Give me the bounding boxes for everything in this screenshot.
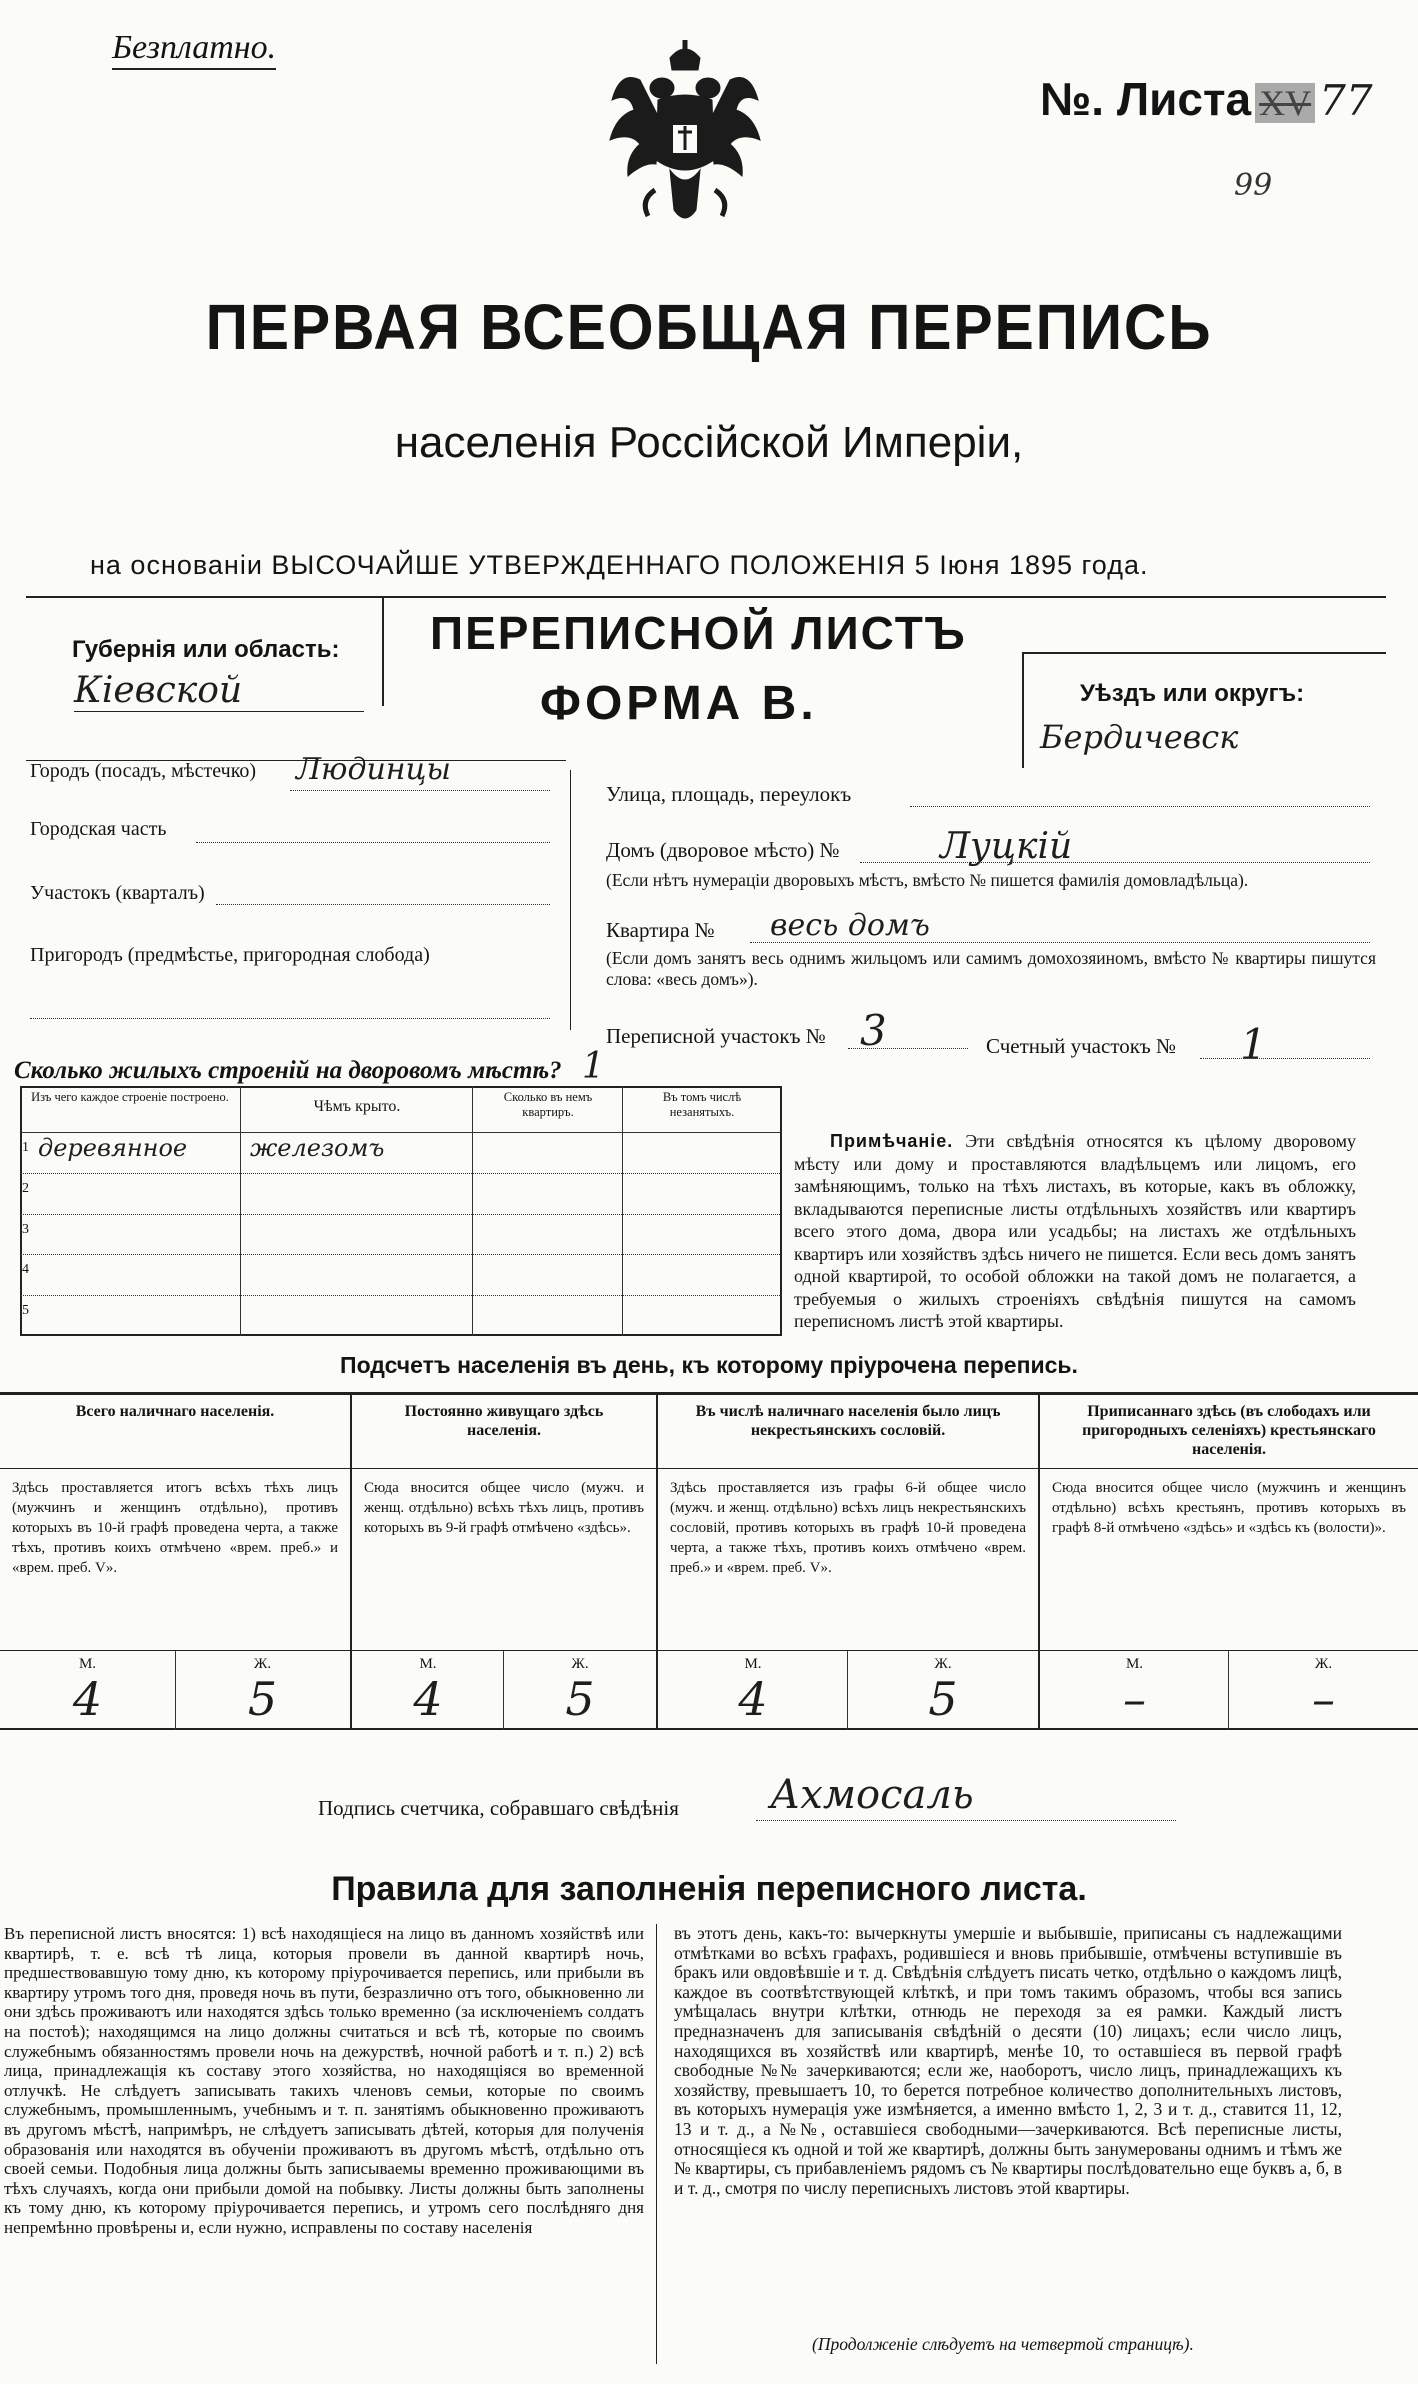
house-value: Луцкій	[940, 826, 1073, 867]
male-count: 4	[72, 1672, 103, 1726]
counting-district-value: 1	[1240, 1020, 1267, 1069]
counting-district-label: Счетный участокъ №	[986, 1034, 1177, 1058]
buildings-table	[20, 1086, 782, 1336]
coat-of-arms-icon	[600, 40, 770, 230]
building-material: деревянное	[38, 1134, 188, 1162]
census-basis: на основаніи ВЫСОЧАЙШЕ УТВЕРЖДЕННАГО ПОЛОЖЕНІЯ 5 Іюня 1895 года.	[90, 550, 1149, 580]
census-subtitle: населенія Россійской Имперіи,	[394, 418, 1024, 467]
city-label: Городъ (посадъ, мѣстечко)	[30, 760, 257, 782]
female-count: 5	[565, 1672, 595, 1726]
sheet-number	[1040, 72, 1418, 132]
female-label: Ж.	[1314, 1656, 1333, 1672]
col-material-header: Изъ чего каждое строеніе построено.	[31, 1090, 229, 1104]
suburb-label: Пригородъ (предмѣстье, пригородная слобода)	[30, 944, 430, 966]
free-label: Безплатно.	[112, 28, 276, 70]
population-col-desc: Здѣсь проставляется изъ графы 6-й общее число (мужч. и женщ. отдѣльно) всѣхъ лицъ некрестьянскихъ сословій, противъ которыхъ въ графѣ 10-й проведена черта, а также тѣхъ, противъ коихъ отмѣчено «врем. преб.» и «врем. преб. V».	[670, 1480, 1026, 1576]
female-count: –	[1312, 1672, 1335, 1726]
building-row	[20, 1214, 782, 1255]
male-label: М.	[744, 1656, 762, 1672]
male-count: –	[1123, 1672, 1146, 1726]
rules-continued: (Продолженіе слѣдуетъ на четвертой страницѣ).	[812, 2334, 1194, 2354]
note-text: Эти свѣдѣнія относятся къ цѣлому дворовому мѣсту или дому и проставляются владѣльцемъ или лицомъ, его замѣняющимъ, только на тѣхъ листахъ, въ которые, какъ въ обложку, вкладываются переписные листы отдѣльныхъ хозяйствъ или квартиръ всего этого дома, двора или усадьбы; на листахъ же отдѣльныхъ квартиръ или хозяйствъ здѣсь ничего не пишется. Если весь домъ занятъ одной квартирой, то особой обложки на такой домъ не полагается, а требуемыя о жилыхъ строеніяхъ свѣдѣнія пишутся на самомъ переписномъ листѣ этой квартиры.	[794, 1131, 1356, 1331]
col-roof-header: Чѣмъ крыто.	[313, 1098, 401, 1115]
female-label: Ж.	[571, 1656, 589, 1672]
sheet-number-crossed: XV	[1255, 83, 1315, 123]
building-row	[20, 1295, 782, 1336]
population-col-header: Приписаннаго здѣсь (въ слободахъ или пригородныхъ селеніяхъ) крестьянскаго населенія.	[1082, 1403, 1376, 1458]
building-row	[20, 1132, 782, 1173]
male-count: 4	[738, 1672, 768, 1726]
col-vacant-header: Въ томъ числѣ незанятыхъ.	[662, 1090, 742, 1119]
male-label: М.	[419, 1656, 437, 1672]
row-number: 3	[22, 1221, 29, 1237]
precinct-label: Участокъ (кварталъ)	[30, 882, 205, 904]
apartment-label: Квартира №	[606, 918, 715, 942]
buildings-question	[14, 1046, 605, 1087]
district-label: Уѣздъ или округъ:	[1080, 680, 1305, 707]
form-type: ФОРМА В.	[540, 677, 818, 730]
apartment-value: весь домъ	[770, 908, 930, 943]
buildings-question-text: Сколько жилыхъ строеній на дворовомъ мѣстѣ?	[14, 1057, 562, 1084]
house-note: (Если нѣтъ нумераціи дворовыхъ мѣстъ, вмѣсто № пишется фамилія домовладѣльца).	[606, 870, 1249, 890]
census-district-value: 3	[860, 1006, 887, 1055]
city-part-label: Городская часть	[30, 818, 167, 840]
apartment-note: (Если домъ занятъ весь однимъ жильцомъ или самимъ домохозяиномъ, вмѣсто № квартиры пишутся слова: «весь домъ»).	[606, 948, 1376, 989]
province-label: Губернія или область:	[72, 636, 340, 663]
population-col-header: Постоянно живущаго здѣсь населенія.	[404, 1403, 604, 1439]
col-apartments-header: Сколько въ немъ квартиръ.	[503, 1090, 593, 1119]
buildings-answer: 1	[581, 1046, 605, 1087]
male-label: М.	[78, 1656, 97, 1672]
row-number: 5	[22, 1303, 29, 1319]
house-label: Домъ (дворовое мѣсто) №	[606, 838, 840, 862]
signature-label: Подпись счетчика, собравшаго свѣдѣнія	[318, 1796, 679, 1820]
male-count: 4	[413, 1672, 443, 1726]
row-number: 1	[22, 1140, 29, 1155]
female-count: 5	[247, 1672, 278, 1726]
building-row	[20, 1173, 782, 1214]
rules-left: Въ переписной листъ вносятся: 1) всѣ находящіеся на лицо въ данномъ хозяйствѣ или квартирѣ, т. е. всѣ тѣ лица, которыя провели въ данной квартирѣ ночь, предшествовавшую тому дню, къ которому пріурочивается перепись, или прибыли въ квартиру утромъ того дня, проведя ночь въ пути, безразлично отъ того, обыкновенно ли они здѣсь проживаютъ или находятся здѣсь только временно (за исключеніемъ солдатъ на постоѣ); находящимся на лицо должны считаться и всѣ тѣ, которые по своимъ служебнымъ обязанностямъ провели ночь на дежурствѣ, ночной работѣ и т. п.) 2) всѣ лица, принадлежащія къ составу этого хозяйства, но находящіяся во временной отлучкѣ. Не слѣдуетъ записывать такихъ членовъ семьи, которые по своимъ служебнымъ, промышленнымъ, учебнымъ и т. п. занятіямъ обыкновенно проживаютъ въ другомъ мѣстѣ, напримѣръ, не слѣдуетъ записывать дѣтей, которыя для полученія образованія или находятся въ обученіи проживаютъ въ другомъ мѣстѣ, отдѣльно отъ своей семьи. Подобныя лица должны быть записываемы временно проживающими въ тѣхъ случаяхъ, когда они прибыли домой на побывку. Листы должны быть заполнены къ тому дню, къ которому пріурочивается перепись, и утромъ сего послѣдняго дня непремѣнно провѣрены и, если нужно, исправлены по составу населенія	[4, 1924, 644, 2237]
census-district-label: Переписной участокъ №	[606, 1024, 826, 1048]
note	[794, 1130, 1356, 1333]
female-count: 5	[928, 1672, 958, 1726]
rules-title: Правила для заполненія переписного листа.	[331, 1870, 1087, 1908]
sheet-number-label: №. Листа	[1040, 73, 1252, 125]
population-col-header: Всего наличнаго населенія.	[75, 1403, 275, 1420]
row-number: 2	[22, 1180, 29, 1196]
building-row	[20, 1254, 782, 1295]
population-table	[0, 1392, 1418, 1734]
building-roof: железомъ	[250, 1134, 385, 1162]
province-value: Кіевской	[74, 670, 364, 712]
sheet-number-value: 77	[1319, 76, 1373, 125]
rules-right: въ этотъ день, какъ-то: вычеркнуты умершіе и выбывшіе, приписаны съ надлежащими отмѣтками во всѣхъ графахъ, родившіеся и вновь прибывшіе, отмѣчены вступившіе въ бракъ или овдовѣвшіе и т. д. Свѣдѣнія слѣдуетъ писать четко, отдѣльно о каждомъ лицѣ, каждое въ соотвѣтствующей клѣткѣ, и при томъ такимъ образомъ, чтобы вся запись умѣщалась внутри клѣтки, отнюдь не переходя за ея рамки. Каждый листъ предназначенъ для записыванія свѣдѣній о десяти (10) лицахъ; если число лицъ, находящихся въ хозяйствѣ или квартирѣ, менѣе 10, то оставшіеся въ первой графѣ свободные №№ зачеркиваются; если же, наоборотъ, число лицъ, принадлежащихъ къ хозяйству, превышаетъ 10, то берется потребное количество дополнительныхъ листовъ, въ которыхъ нумерація уже измѣняется, а именно вмѣсто 1, 2, 3 и т. д., ставится 11, 12, 13 и т. д., а №№, оставшіеся свободными—зачеркиваются. Всѣ переписные листы, относящіеся къ одной и той же квартирѣ, должны быть занумерованы однимъ и тѣмъ же № квартиры, съ прибавленіемъ рядомъ съ № квартиры послѣдовательно еще буквъ а, б, в и т. д., смотря по числу переписныхъ листовъ этой квартиры.	[674, 1924, 1342, 2198]
male-label: М.	[1125, 1656, 1144, 1672]
female-label: Ж.	[934, 1656, 952, 1672]
population-col-header: Въ числѣ наличнаго населенія было лицъ некрестьянскихъ сословій.	[695, 1403, 1001, 1439]
form-name: ПЕРЕПИСНОЙ ЛИСТЪ	[430, 607, 967, 659]
note-title: Примѣчаніе.	[830, 1131, 954, 1151]
row-number: 4	[22, 1262, 29, 1278]
census-title: ПЕРВАЯ ВСЕОБЩАЯ ПЕРЕПИСЬ	[205, 291, 1213, 363]
signature-value: Ахмосаль	[770, 1772, 974, 1818]
female-label: Ж.	[253, 1656, 272, 1672]
population-col-desc: Сюда вносится общее число (мужч. и женщ. отдѣльно) всѣхъ тѣхъ лицъ, противъ которыхъ въ 9-й графѣ отмѣчено «здѣсь».	[364, 1480, 644, 1536]
city-value: Людинцы	[296, 752, 451, 787]
sheet-number-alt: 99	[1234, 168, 1273, 203]
population-title: Подсчетъ населенія въ день, къ которому пріурочена перепись.	[340, 1352, 1078, 1378]
district-value: Бердичевск	[1040, 718, 1239, 756]
population-col-desc: Сюда вносится общее число (мужчинъ и женщинъ отдѣльно) всѣхъ крестьянъ, противъ которыхъ въ графѣ 8-й отмѣчено «здѣсь» и «здѣсь къ (волости)».	[1052, 1480, 1406, 1536]
street-label: Улица, площадь, переулокъ	[606, 782, 852, 806]
population-col-desc: Здѣсь проставляется итогъ всѣхъ тѣхъ лицъ (мужчинъ и женщинъ отдѣльно), противъ которыхъ въ 10-й графѣ проведена черта, а также тѣхъ, противъ коихъ отмѣчено «врем. преб.» и «врем. преб. V».	[12, 1480, 338, 1576]
